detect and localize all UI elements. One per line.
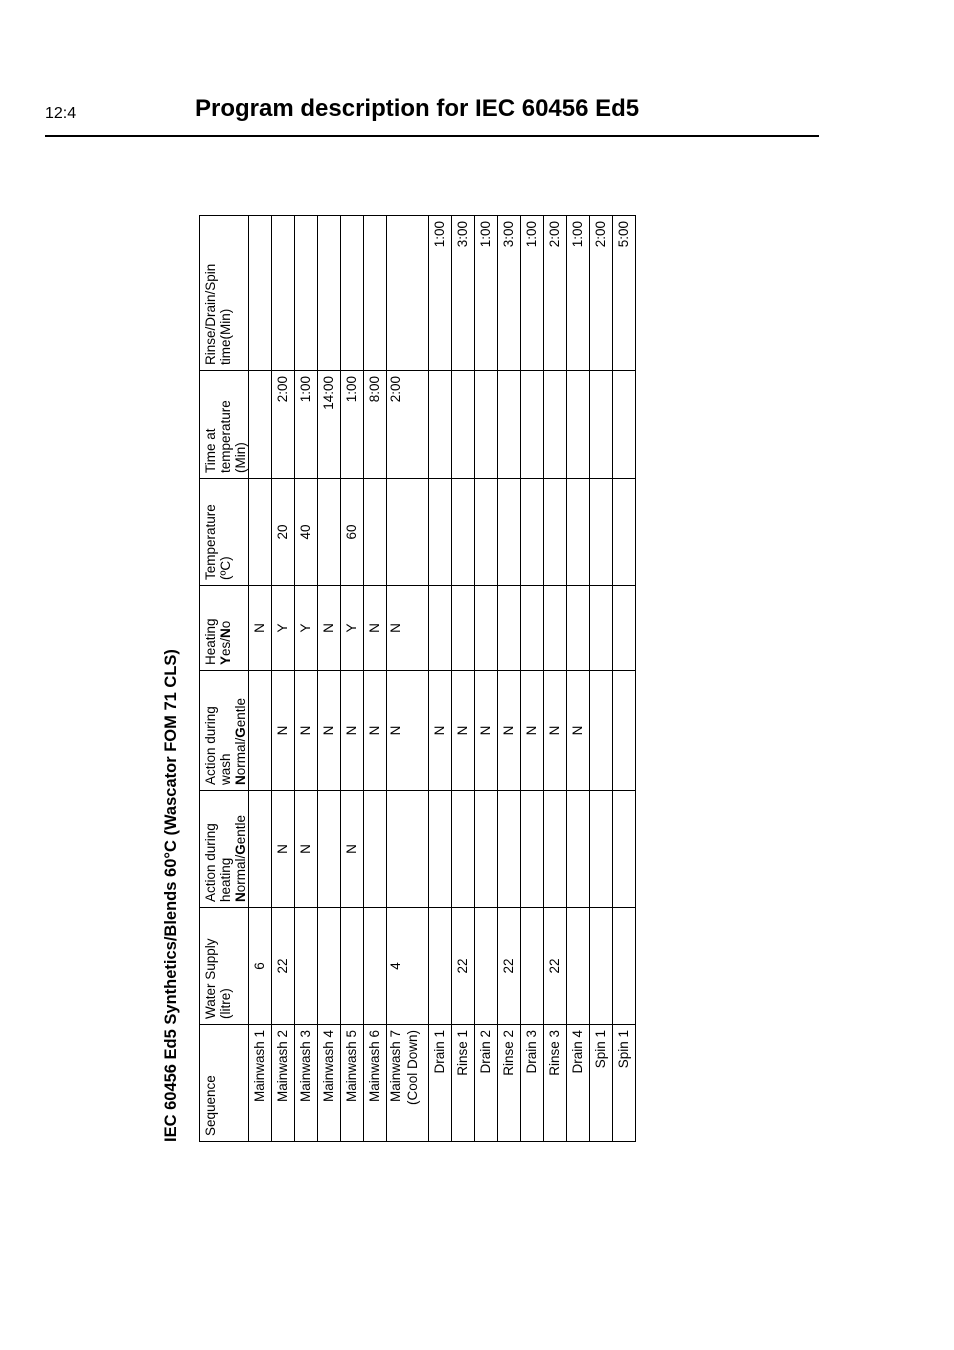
cell-heating: N [249, 586, 272, 671]
cell-action-heating [590, 791, 613, 908]
table-row [613, 216, 636, 1142]
cell-rinse-drain-spin: 1:00 [567, 216, 590, 371]
column-header-water-supply: Water Supply (litre) [200, 908, 249, 1025]
cell-sequence: Spin 1 [590, 1025, 613, 1142]
cell-temperature [387, 479, 429, 586]
cell-action-wash [590, 671, 613, 791]
cell-sequence: Mainwash 7 (Cool Down) [387, 1025, 429, 1142]
table-header-row [200, 216, 249, 1142]
cell-time-at-temperature [452, 371, 475, 479]
cell-action-heating [364, 791, 387, 908]
cell-action-wash: N [387, 671, 429, 791]
cell-water-supply: 22 [544, 908, 567, 1025]
cell-heating [452, 586, 475, 671]
table-row [429, 216, 452, 1142]
cell-time-at-temperature [567, 371, 590, 479]
cell-sequence: Rinse 1 [452, 1025, 475, 1142]
table-row [521, 216, 544, 1142]
cell-time-at-temperature: 14:00 [318, 371, 341, 479]
cell-heating: N [387, 586, 429, 671]
cell-sequence: Rinse 3 [544, 1025, 567, 1142]
cell-water-supply [475, 908, 498, 1025]
cell-water-supply [429, 908, 452, 1025]
program-table [199, 215, 636, 1142]
cell-heating [544, 586, 567, 671]
cell-action-heating [475, 791, 498, 908]
cell-time-at-temperature: 2:00 [272, 371, 295, 479]
cell-time-at-temperature [590, 371, 613, 479]
cell-sequence: Drain 2 [475, 1025, 498, 1142]
cell-action-heating [387, 791, 429, 908]
cell-action-wash: N [318, 671, 341, 791]
cell-temperature [429, 479, 452, 586]
cell-water-supply [613, 908, 636, 1025]
table-row [295, 216, 318, 1142]
cell-rinse-drain-spin: 3:00 [498, 216, 521, 371]
cell-rinse-drain-spin [341, 216, 364, 371]
table-row [544, 216, 567, 1142]
cell-time-at-temperature: 8:00 [364, 371, 387, 479]
column-header-temperature: Temperature (ºC) [200, 479, 249, 586]
column-header-time-at-temperature: Time at temperature (Min) [200, 371, 249, 479]
cell-action-heating [429, 791, 452, 908]
column-header-action-heating: Action during heating Normal/Gentle [200, 791, 249, 908]
cell-sequence: Mainwash 5 [341, 1025, 364, 1142]
cell-sequence: Mainwash 1 [249, 1025, 272, 1142]
cell-heating [521, 586, 544, 671]
cell-water-supply: 22 [452, 908, 475, 1025]
table-row [387, 216, 429, 1142]
cell-action-wash: N [364, 671, 387, 791]
cell-temperature [498, 479, 521, 586]
cell-time-at-temperature: 2:00 [387, 371, 429, 479]
cell-water-supply: 4 [387, 908, 429, 1025]
cell-time-at-temperature [429, 371, 452, 479]
cell-rinse-drain-spin [318, 216, 341, 371]
cell-sequence: Mainwash 4 [318, 1025, 341, 1142]
cell-sequence: Spin 1 [613, 1025, 636, 1142]
cell-temperature [590, 479, 613, 586]
table-row [475, 216, 498, 1142]
cell-time-at-temperature: 1:00 [295, 371, 318, 479]
cell-sequence: Drain 1 [429, 1025, 452, 1142]
cell-heating: Y [295, 586, 318, 671]
cell-temperature [452, 479, 475, 586]
column-header-heating: Heating Yes/No [200, 586, 249, 671]
page-title: Program description for IEC 60456 Ed5 [195, 95, 640, 122]
cell-heating: N [318, 586, 341, 671]
cell-temperature [567, 479, 590, 586]
cell-rinse-drain-spin: 1:00 [475, 216, 498, 371]
cell-rinse-drain-spin [272, 216, 295, 371]
cell-heating [498, 586, 521, 671]
cell-temperature: 60 [341, 479, 364, 586]
cell-heating: N [364, 586, 387, 671]
cell-heating: Y [272, 586, 295, 671]
cell-action-wash: N [341, 671, 364, 791]
table-body [249, 216, 636, 1142]
cell-action-heating: N [295, 791, 318, 908]
table-row [318, 216, 341, 1142]
cell-rinse-drain-spin [295, 216, 318, 371]
cell-action-heating [521, 791, 544, 908]
cell-rinse-drain-spin: 1:00 [521, 216, 544, 371]
cell-time-at-temperature [544, 371, 567, 479]
cell-rinse-drain-spin: 2:00 [544, 216, 567, 371]
column-header-action-wash: Action during wash Normal/Gentle [200, 671, 249, 791]
cell-time-at-temperature [498, 371, 521, 479]
cell-sequence: Drain 3 [521, 1025, 544, 1142]
cell-temperature [521, 479, 544, 586]
cell-action-wash: N [475, 671, 498, 791]
cell-temperature [475, 479, 498, 586]
cell-action-wash: N [521, 671, 544, 791]
cell-temperature [249, 479, 272, 586]
cell-water-supply [295, 908, 318, 1025]
cell-action-wash: N [452, 671, 475, 791]
table-row [590, 216, 613, 1142]
cell-temperature [318, 479, 341, 586]
cell-water-supply: 6 [249, 908, 272, 1025]
cell-temperature [613, 479, 636, 586]
cell-time-at-temperature [521, 371, 544, 479]
cell-rinse-drain-spin: 2:00 [590, 216, 613, 371]
cell-rinse-drain-spin [364, 216, 387, 371]
table-row [452, 216, 475, 1142]
cell-water-supply [521, 908, 544, 1025]
cell-sequence: Mainwash 2 [272, 1025, 295, 1142]
cell-heating [567, 586, 590, 671]
cell-temperature [544, 479, 567, 586]
cell-rinse-drain-spin: 1:00 [429, 216, 452, 371]
cell-time-at-temperature: 1:00 [341, 371, 364, 479]
cell-action-heating [452, 791, 475, 908]
cell-action-heating: N [272, 791, 295, 908]
table-row [498, 216, 521, 1142]
header-rule [45, 135, 819, 137]
cell-water-supply [590, 908, 613, 1025]
cell-action-wash: N [567, 671, 590, 791]
cell-heating [475, 586, 498, 671]
cell-rinse-drain-spin [249, 216, 272, 371]
cell-heating [613, 586, 636, 671]
cell-water-supply [364, 908, 387, 1025]
cell-water-supply [318, 908, 341, 1025]
cell-action-heating [567, 791, 590, 908]
cell-time-at-temperature [475, 371, 498, 479]
cell-action-heating [318, 791, 341, 908]
cell-action-heating [498, 791, 521, 908]
cell-action-wash [613, 671, 636, 791]
cell-time-at-temperature [249, 371, 272, 479]
table-row [567, 216, 590, 1142]
cell-action-wash: N [295, 671, 318, 791]
cell-water-supply [567, 908, 590, 1025]
cell-action-heating [249, 791, 272, 908]
page-number: 12:4 [45, 105, 77, 122]
table-title: IEC 60456 Ed5 Synthetics/Blends 60°C (Wascator FOM 71 CLS) [162, 649, 180, 1142]
cell-water-supply [341, 908, 364, 1025]
cell-temperature [364, 479, 387, 586]
cell-rinse-drain-spin [387, 216, 429, 371]
cell-temperature: 40 [295, 479, 318, 586]
cell-action-heating [613, 791, 636, 908]
table-row [364, 216, 387, 1142]
table-row [272, 216, 295, 1142]
cell-time-at-temperature [613, 371, 636, 479]
cell-heating: Y [341, 586, 364, 671]
cell-sequence: Drain 4 [567, 1025, 590, 1142]
cell-action-heating [544, 791, 567, 908]
cell-rinse-drain-spin: 3:00 [452, 216, 475, 371]
cell-action-wash: N [272, 671, 295, 791]
table-row [341, 216, 364, 1142]
cell-action-wash: N [544, 671, 567, 791]
cell-action-wash: N [498, 671, 521, 791]
cell-sequence: Mainwash 3 [295, 1025, 318, 1142]
cell-water-supply: 22 [272, 908, 295, 1025]
rotated-table-section [158, 216, 670, 1142]
cell-water-supply: 22 [498, 908, 521, 1025]
cell-heating [590, 586, 613, 671]
table-row [249, 216, 272, 1142]
column-header-sequence: Sequence [200, 1025, 249, 1142]
cell-rinse-drain-spin: 5:00 [613, 216, 636, 371]
cell-sequence: Mainwash 6 [364, 1025, 387, 1142]
cell-action-heating: N [341, 791, 364, 908]
cell-heating [429, 586, 452, 671]
cell-action-wash: N [429, 671, 452, 791]
cell-action-wash [249, 671, 272, 791]
cell-sequence: Rinse 2 [498, 1025, 521, 1142]
column-header-rinse-drain-spin: Rinse/Drain/Spin time(Min) [200, 216, 249, 371]
cell-temperature: 20 [272, 479, 295, 586]
